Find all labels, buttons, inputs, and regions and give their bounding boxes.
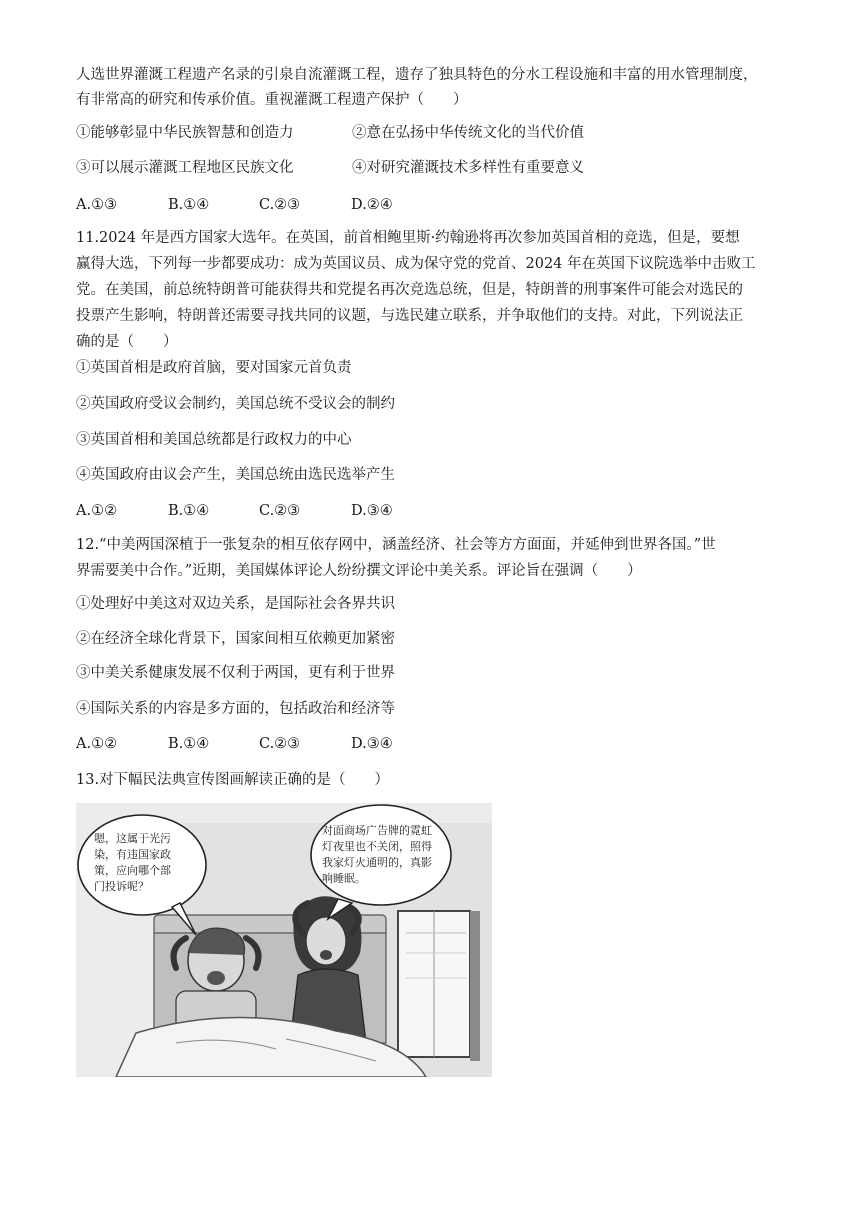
q10-option-d: D.②④ [351, 197, 393, 213]
left-speech-bubble [94, 831, 194, 895]
q11-stem-line2: 赢得大选，下列每一步都要成功：成为英国议员、成为保守党的党首、2024 年在英国下议院选举中击败工 [76, 256, 756, 272]
q11-stem-line1: 11.2024 年是西方国家大选年。在英国，前首相鲍里斯·约翰逊将再次参加英国首相的竞选，但是，要想 [76, 230, 740, 246]
q11-option-d: D.③④ [351, 503, 393, 519]
q11-option-c: C.②③ [259, 503, 301, 519]
q12-option-c: C.②③ [259, 736, 301, 752]
right-bubble-line-3: 我家灯火通明的，真影 [322, 856, 432, 869]
q12-option-a: A.①② [76, 736, 118, 752]
q11-option-b: B.①④ [168, 503, 210, 519]
q10-item-1: ①能够彰显中华民族智慧和创造力 [76, 125, 294, 141]
q12-item-2: ②在经济全球化背景下，国家间相互依赖更加紧密 [76, 631, 395, 647]
q10-stem-line2: 有非常高的研究和传承价值。重视灌溉工程遗产保护（ ） [76, 92, 468, 108]
q12-item-1: ①处理好中美这对双边关系，是国际社会各界共识 [76, 596, 395, 612]
q10-option-b: B.①④ [168, 197, 210, 213]
left-bubble-line-3: 策，应向哪个部 [94, 864, 171, 877]
right-bubble-line-4: 响睡眠。 [322, 872, 366, 885]
q11-stem-line4: 投票产生影响，特朗普还需要寻找共同的议题，与选民建立联系，并争取他们的支持。对此，下列说法正 [76, 308, 743, 324]
q11-item-3: ③英国首相和美国总统都是行政权力的中心 [76, 432, 352, 448]
q10-item-3: ③可以展示灌溉工程地区民族文化 [76, 160, 294, 176]
q10-stem-line1: 人选世界灌溉工程遗产名录的引泉自流灌溉工程，遗存了独具特色的分水工程设施和丰富的用水管理制度， [76, 67, 758, 83]
q11-item-4: ④英国政府由议会产生，美国总统由选民选举产生 [76, 467, 395, 483]
q10-option-a: A.①③ [76, 197, 118, 213]
q11-stem-line5: 确的是（ ） [76, 334, 178, 350]
q10-option-c: C.②③ [259, 197, 301, 213]
q10-item-2: ②意在弘扬中华传统文化的当代价值 [352, 125, 584, 141]
civil-code-cartoon [76, 803, 492, 1077]
q12-option-d: D.③④ [351, 736, 393, 752]
q10-item-4: ④对研究灌溉技术多样性有重要意义 [352, 160, 584, 176]
q11-option-a: A.①② [76, 503, 118, 519]
q12-stem-line2: 界需要美中合作。”近期，美国媒体评论人纷纷撰文评论中美关系。评论旨在强调（ ） [76, 563, 642, 579]
q11-item-1: ①英国首相是政府首脑，要对国家元首负责 [76, 360, 352, 376]
right-bubble-line-2: 灯夜里也不关闭，照得 [322, 840, 432, 853]
left-bubble-line-4: 门投诉呢？ [94, 880, 149, 893]
q11-stem-line3: 党。在美国，前总统特朗普可能获得共和党提名再次竞选总统，但是，特朗普的刑事案件可能会对选民的 [76, 282, 743, 298]
q12-item-3: ③中美关系健康发展不仅利于两国，更有利于世界 [76, 665, 395, 681]
right-bubble-line-1: 对面商场广告牌的霓虹 [322, 824, 432, 837]
q13-stem: 13.对下幅民法典宣传图画解读正确的是（ ） [76, 772, 390, 788]
q12-option-b: B.①④ [168, 736, 210, 752]
left-bubble-line-1: 嗯，这属于光污 [94, 832, 171, 845]
q12-stem-line1: 12.“中美两国深植于一张复杂的相互依存网中，涵盖经济、社会等方方面面，并延伸到世界各国。”世 [76, 537, 716, 553]
right-speech-bubble [322, 823, 448, 887]
q11-item-2: ②英国政府受议会制约，美国总统不受议会的制约 [76, 396, 395, 412]
q12-item-4: ④国际关系的内容是多方面的，包括政治和经济等 [76, 701, 395, 717]
left-bubble-line-2: 染，有违国家政 [94, 848, 171, 861]
